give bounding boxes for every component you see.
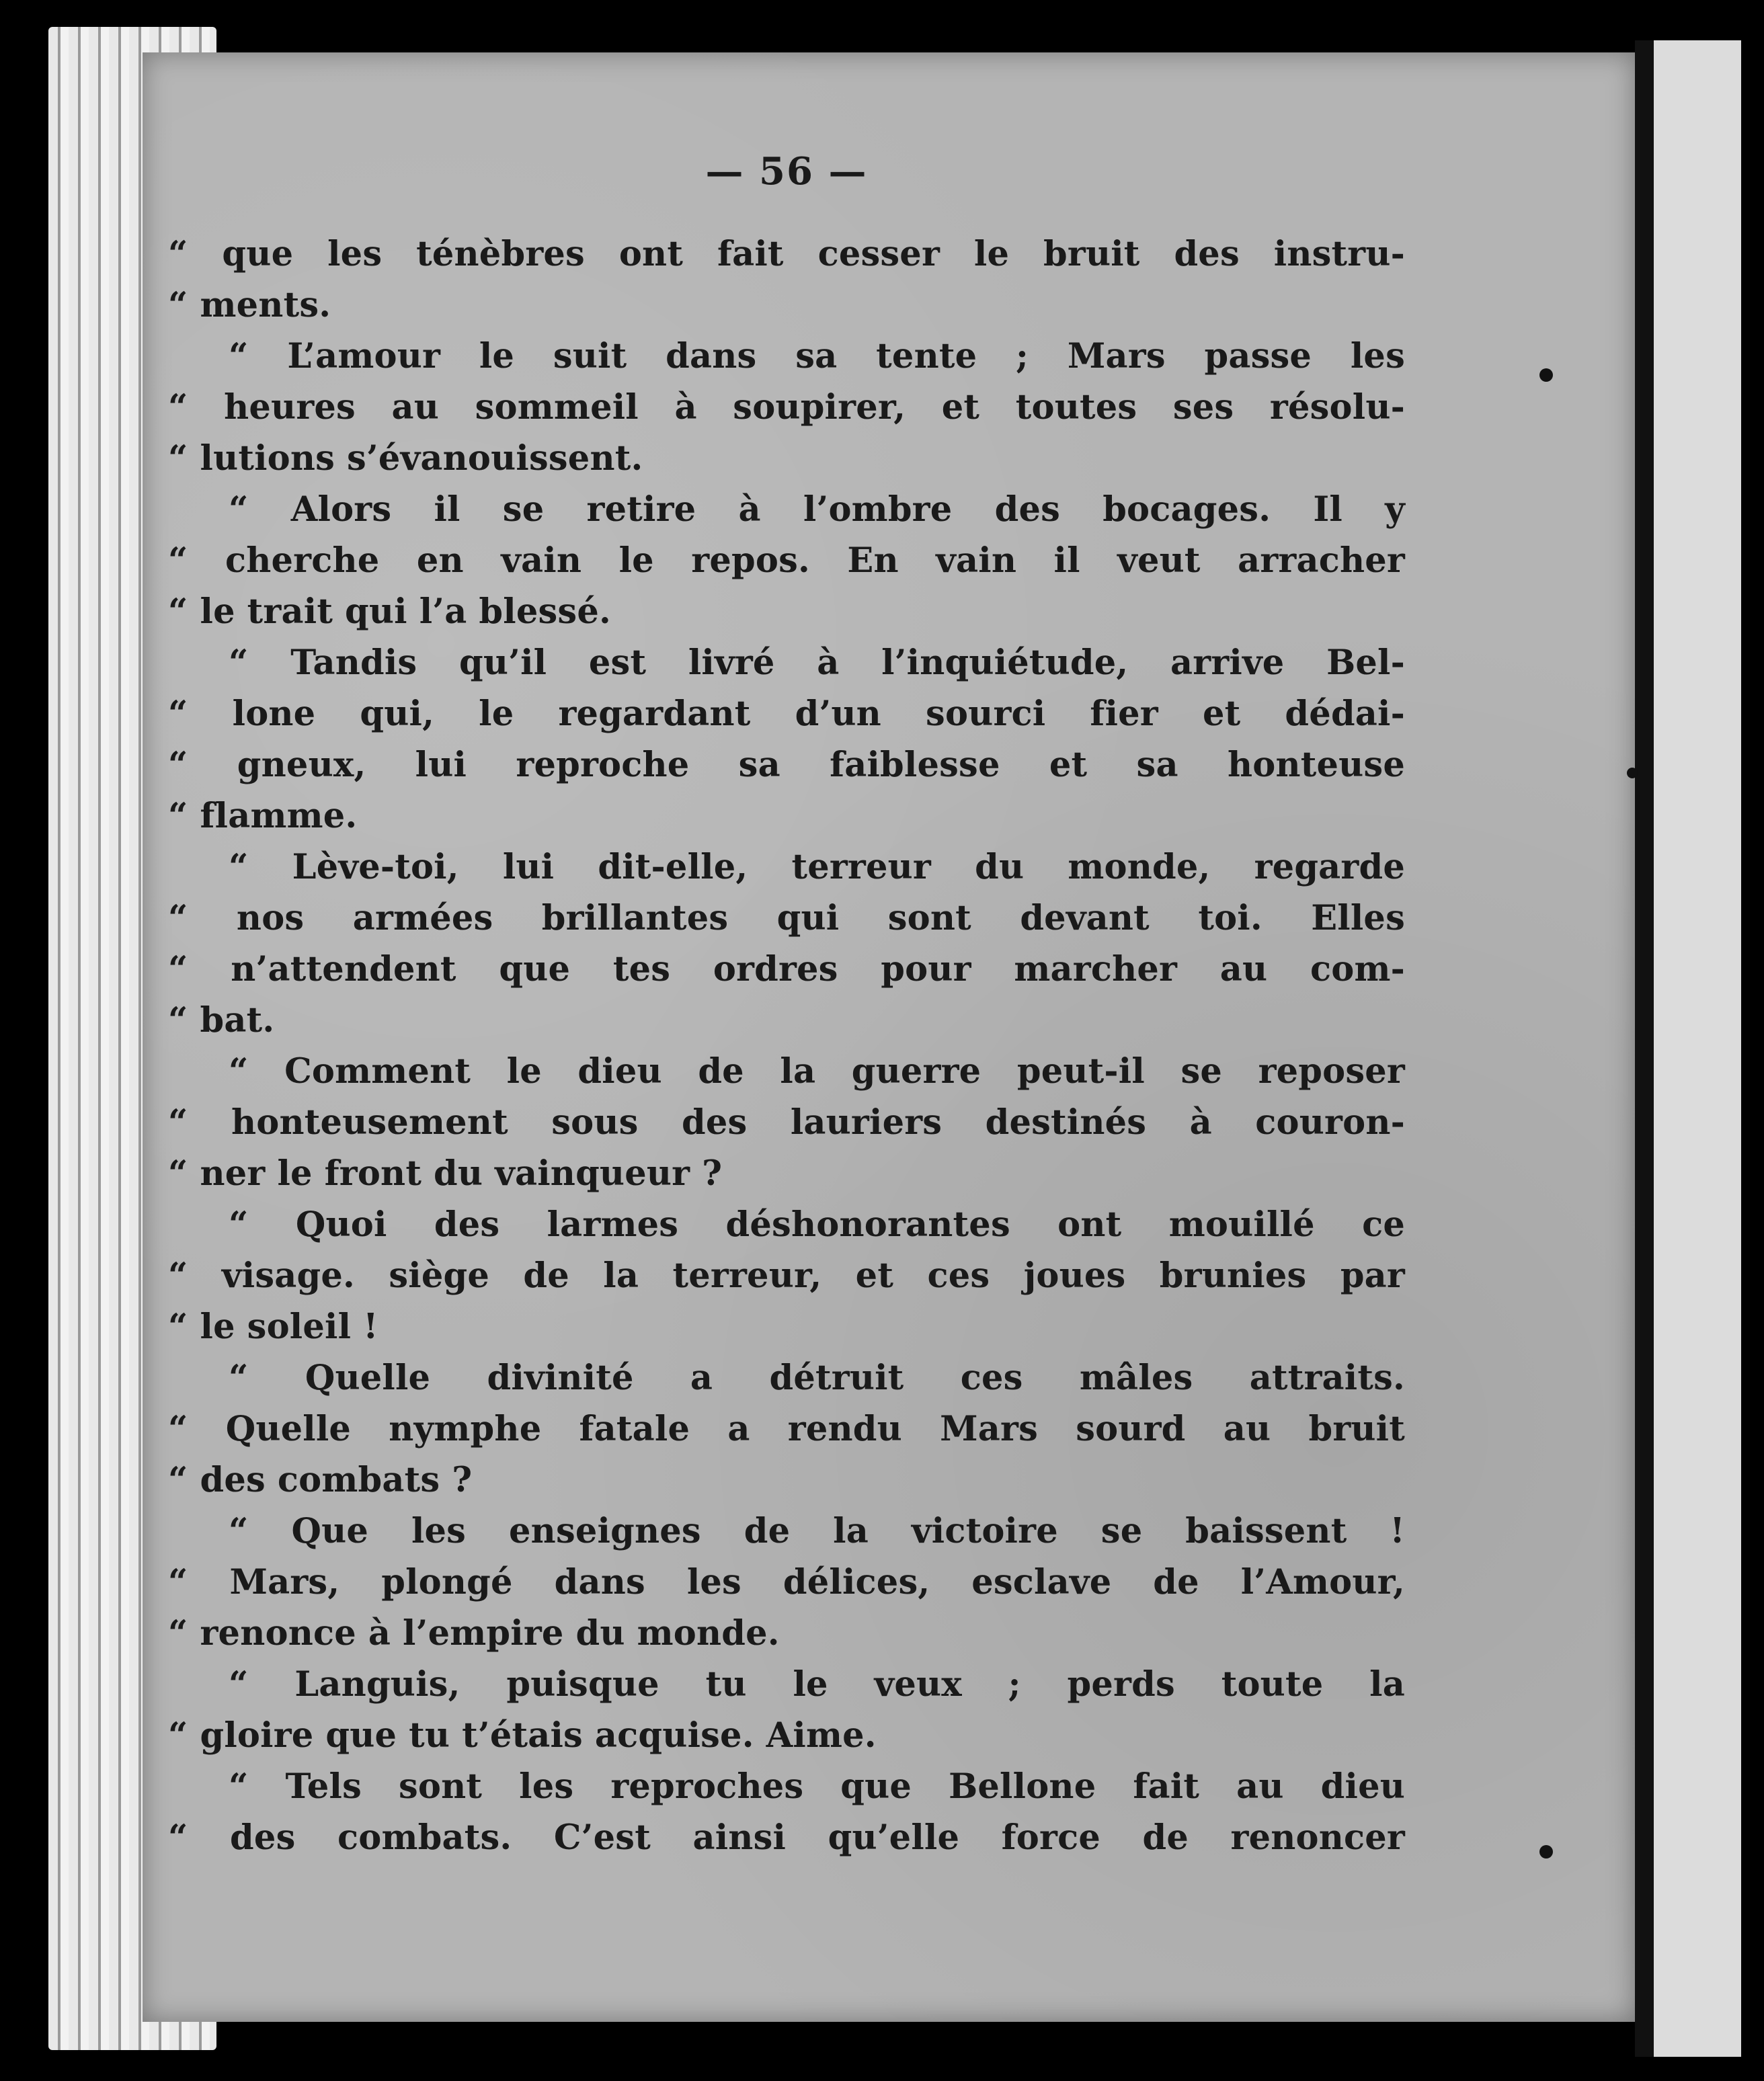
text-line: “ Mars, plongé dans les délices, esclave de l’Amour, (168, 1562, 1405, 1602)
text-line: “ L’amour le suit dans sa tente ; Mars passe les (229, 336, 1405, 376)
text-line: “ heures au sommeil à soupirer, et toutes ses résolu- (168, 387, 1405, 427)
text-line: “ Quoi des larmes déshonorantes ont mouillé ce (229, 1205, 1405, 1245)
text-line: “ honteusement sous des lauriers destinés à couron- (168, 1102, 1405, 1143)
text-line: “ des combats ? (168, 1460, 473, 1500)
page-number: — 56 — (705, 149, 868, 194)
text-line: “ Tels sont les reproches que Bellone fait au dieu (229, 1766, 1405, 1807)
facing-page-edge (1654, 40, 1741, 2057)
scan-mark (1627, 768, 1638, 778)
text-line: “ lone qui, le regardant d’un sourci fier et dédai- (168, 694, 1405, 734)
text-line: “ que les ténèbres ont fait cesser le bruit des instru- (168, 234, 1405, 274)
page-text (168, 134, 1405, 1863)
text-line: “ des combats. C’est ainsi qu’elle force de renoncer (168, 1818, 1405, 1858)
text-line: “ nos armées brillantes qui sont devant toi. Elles (168, 898, 1405, 938)
text-line: “ ner le front du vainqueur ? (168, 1153, 723, 1194)
text-line: “ Alors il se retire à l’ombre des bocages. Il y (229, 489, 1405, 530)
text-line: “ gloire que tu t’étais acquise. Aime. (168, 1715, 877, 1756)
text-line: “ Languis, puisque tu le veux ; perds toute la (229, 1664, 1405, 1705)
text-line: “ bat. (168, 1000, 275, 1040)
text-line: “ le soleil ! (168, 1307, 378, 1347)
text-line: “ flamme. (168, 796, 358, 836)
text-line: “ Lève-toi, lui dit-elle, terreur du monde, regarde (229, 847, 1405, 887)
scan-mark (1539, 1845, 1553, 1859)
scan-mark (1539, 368, 1553, 382)
text-line: “ Quelle divinité a détruit ces mâles attraits. (229, 1358, 1405, 1398)
text-line: “ lutions s’évanouissent. (168, 438, 643, 479)
text-line: “ cherche en vain le repos. En vain il veut arracher (168, 540, 1405, 581)
text-line: “ renonce à l’empire du monde. (168, 1613, 780, 1654)
text-line: “ n’attendent que tes ordres pour marcher au com- (168, 949, 1405, 989)
text-line: “ Tandis qu’il est livré à l’inquiétude, arrive Bel- (229, 643, 1405, 683)
text-line: “ Que les enseignes de la victoire se baissent ! (229, 1511, 1405, 1551)
text-line: “ gneux, lui reproche sa faiblesse et sa honteuse (168, 745, 1405, 785)
text-line: “ le trait qui l’a blessé. (168, 591, 611, 632)
text-line: “ visage. siège de la terreur, et ces joues brunies par (168, 1256, 1405, 1296)
text-line: “ Quelle nymphe fatale a rendu Mars sourd au bruit (168, 1409, 1405, 1449)
text-line: “ Comment le dieu de la guerre peut-il se reposer (229, 1051, 1405, 1092)
text-line: “ ments. (168, 285, 331, 325)
book-spine (1635, 40, 1654, 2057)
